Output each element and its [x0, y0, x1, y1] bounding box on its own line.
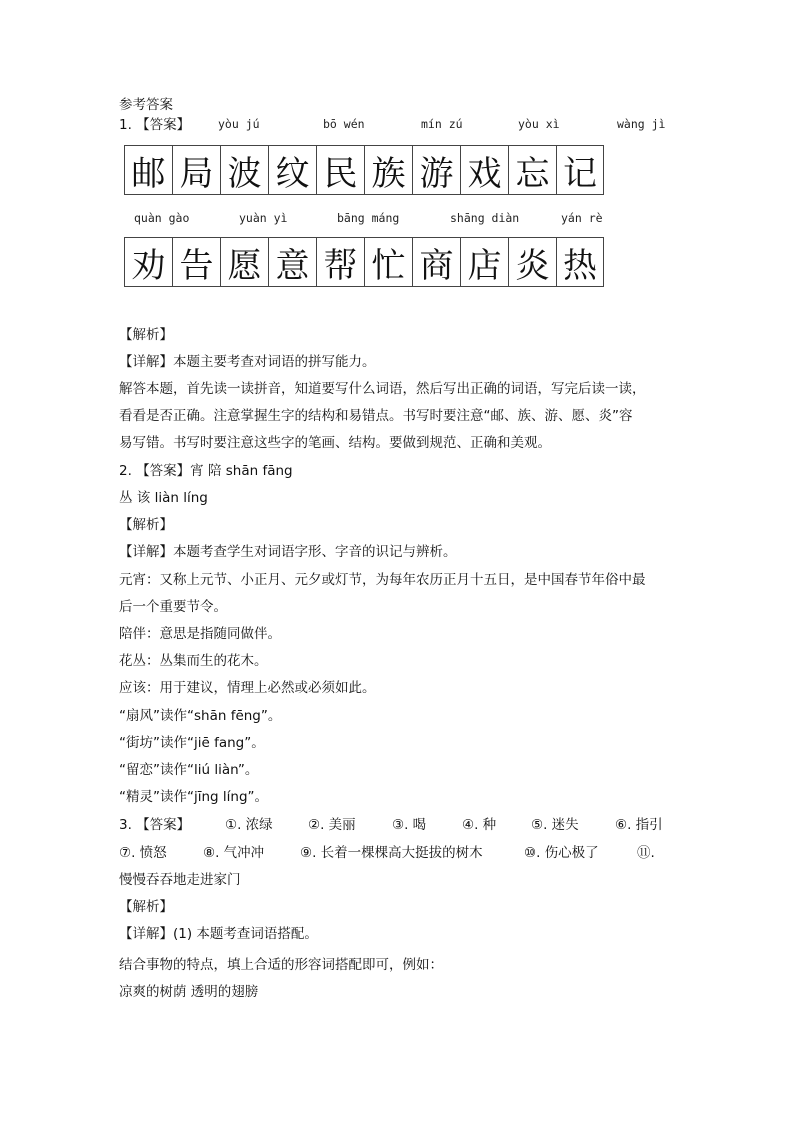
grid-char: 告	[172, 238, 220, 286]
grid-char: 邮	[124, 146, 172, 194]
grid-char: 波	[220, 146, 268, 194]
grid-char: 民	[316, 146, 364, 194]
answer-item: ②. 美丽	[308, 817, 356, 833]
reading-note: “留恋”读作“liú liàn”。	[119, 762, 259, 778]
paragraph: 元宵：又称上元节、小正月、元夕或灯节，为每年农历正月十五日，是中国春节年俗中最	[119, 572, 646, 588]
grid-char: 商	[412, 238, 460, 286]
answer-item: ⑩. 伤心极了	[524, 845, 599, 861]
grid-char: 游	[412, 146, 460, 194]
pinyin: shāng diàn	[450, 211, 520, 225]
paragraph: 结合事物的特点，填上合适的形容词搭配即可，例如：	[119, 957, 443, 973]
grid-char: 纹	[268, 146, 316, 194]
grid-char: 局	[172, 146, 220, 194]
detail-heading: 【详解】(1) 本题考查词语搭配。	[119, 926, 318, 942]
grid-char: 忘	[508, 146, 556, 194]
q2-answer-line: 丛 该 liàn líng	[119, 490, 208, 506]
q1-answer-label: 1. 【答案】	[119, 117, 191, 133]
grid-char: 戏	[460, 146, 508, 194]
pinyin: wàng jì	[617, 117, 666, 131]
paragraph: 陪伴：意思是指随同做伴。	[119, 626, 281, 642]
pinyin: yán rè	[561, 211, 603, 225]
answer-item: ⑧. 气冲冲	[203, 845, 265, 861]
answer-item: 慢慢吞吞地走进家门	[119, 872, 241, 888]
paragraph: 解答本题，首先读一读拼音，知道要写什么词语，然后写出正确的词语，写完后读一读，	[119, 381, 646, 397]
analysis-heading: 【解析】	[119, 327, 173, 343]
grid-char: 热	[556, 238, 604, 286]
answer-item: ⑨. 长着一棵棵高大挺拔的树木	[300, 845, 483, 861]
analysis-heading: 【解析】	[119, 517, 173, 533]
answer-item: ⑪.	[637, 845, 655, 861]
detail-heading: 【详解】本题考查学生对词语字形、字音的识记与辨析。	[119, 544, 457, 560]
pinyin: quàn gào	[134, 211, 190, 225]
answer-item: ⑦. 愤怒	[119, 845, 167, 861]
pinyin: yuàn yì	[239, 211, 288, 225]
paragraph: 凉爽的树荫 透明的翅膀	[119, 984, 259, 1000]
grid-char: 愿	[220, 238, 268, 286]
answer-item: ⑤. 迷失	[531, 817, 579, 833]
paragraph: 看看是否正确。注意掌握生字的结构和易错点。书写时要注意“邮、族、游、愿、炎”容	[119, 408, 633, 424]
reading-note: “精灵”读作“jīng líng”。	[119, 789, 269, 805]
answer-item: ①. 浓绿	[225, 817, 273, 833]
grid-char: 劝	[124, 238, 172, 286]
pinyin: bāng máng	[337, 211, 400, 225]
char-grid-row1	[124, 145, 604, 195]
answer-item: ③. 喝	[392, 817, 427, 833]
paragraph: 花丛：丛集而生的花木。	[119, 653, 268, 669]
pinyin: bō wén	[323, 117, 365, 131]
reading-note: “街坊”读作“jiē fang”。	[119, 735, 265, 751]
analysis-heading: 【解析】	[119, 899, 173, 915]
paragraph: 易写错。书写时要注意这些字的笔画、结构。要做到规范、正确和美观。	[119, 435, 551, 451]
pinyin: mín zú	[421, 117, 463, 131]
answer-item: ⑥. 指引	[615, 817, 663, 833]
grid-char: 帮	[316, 238, 364, 286]
char-grid-row2	[124, 237, 604, 287]
q2-answer-line: 2. 【答案】宵 陪 shān fāng	[119, 463, 293, 479]
reading-note: “扇风”读作“shān fēng”。	[119, 708, 282, 724]
pinyin: yòu xì	[518, 117, 560, 131]
paragraph: 后一个重要节令。	[119, 599, 227, 615]
pinyin: yòu jú	[218, 117, 260, 131]
answer-item: ④. 种	[462, 817, 497, 833]
page-title: 参考答案	[119, 97, 173, 113]
grid-char: 炎	[508, 238, 556, 286]
grid-char: 意	[268, 238, 316, 286]
grid-char: 记	[556, 146, 604, 194]
grid-char: 忙	[364, 238, 412, 286]
detail-heading: 【详解】本题主要考查对词语的拼写能力。	[119, 354, 376, 370]
paragraph: 应该：用于建议，情理上必然或必须如此。	[119, 680, 376, 696]
grid-char: 族	[364, 146, 412, 194]
grid-char: 店	[460, 238, 508, 286]
q3-answer-label: 3. 【答案】	[119, 817, 191, 833]
